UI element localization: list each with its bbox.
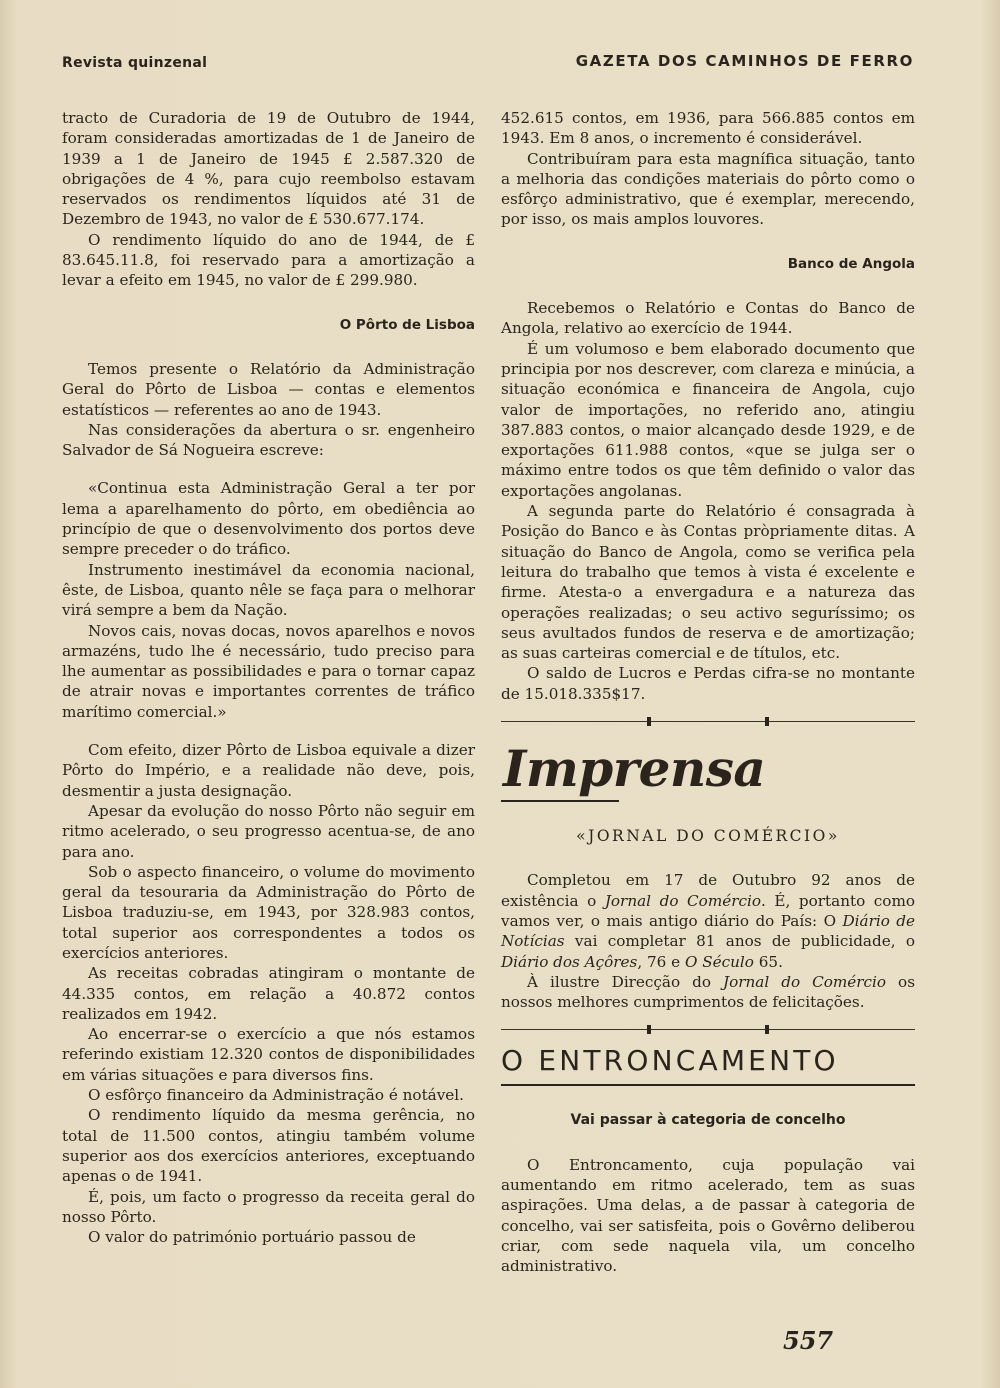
paragraph: Sob o aspecto financeiro, o volume do movimento geral da tesouraria da Administração do Pôrto de Lisboa traduziu-se, em 1943, por 328.983 contos, total superior aos correspondentes a todos os exercícios anteriores.	[62, 862, 475, 962]
page-number: 557	[783, 1326, 834, 1355]
publication-name: Diário dos Açôres	[501, 952, 638, 971]
paragraph: O rendimento líquido da mesma gerência, no total de 11.500 contos, atingiu também volume superior aos dos exercícios anteriores, exceptuando apenas o de 1941.	[62, 1106, 475, 1186]
paragraph: O rendimento líquido do ano de 1944, de £ 83.645.11.8, foi reservado para a amortização a levar a efeito em 1945, no valor de £ 299.980.	[62, 230, 475, 290]
paragraph: As receitas cobradas atingiram o montante de 44.335 contos, em relação a 40.872 contos realizados em 1942.	[62, 964, 475, 1023]
paragraph: Com efeito, dizer Pôrto de Lisboa equivale a dizer Pôrto do Império, e a realidade não deve, pois, desmentir a justa designação.	[62, 741, 475, 800]
paragraph: Contribuíram para esta magnífica situação, tanto a melhoria das condições materiais do pôrto como o esfôrço administrativo, que é exemplar, merecendo, por isso, os mais amplos louvores.	[501, 149, 915, 229]
paragraph: Nas considerações da abertura o sr. engenheiro Salvador de Sá Nogueira escreve:	[62, 420, 475, 460]
right-column	[501, 108, 915, 1276]
paragraph: O valor do património portuário passou de	[88, 1228, 416, 1247]
quote-paragraph: Instrumento inestimável da economia nacional, êste, de Lisboa, quanto nêle se faça para o melhorar virá sempre a bem da Nação.	[62, 560, 475, 620]
quote-paragraph: Novos cais, novas docas, novos aparelhos e novos armazéns, tudo lhe é necessário, tudo preciso para lhe aumentar as possibilidades e para o tornar capaz de atrair novas e importantes correntes de tráfico marítimo comercial.»	[62, 621, 475, 721]
entroncamento-heading: O ENTRONCAMENTO	[501, 1040, 915, 1086]
paragraph: O Entroncamento, cuja população vai aumentando em ritmo acelerado, tem as suas aspirações. Uma delas, a de passar à categoria de concelho, vai ser satisfeita, pois o Govêrno deliberou criar, com sede naquela vila, um concelho administrativo.	[501, 1155, 915, 1276]
paragraph: O saldo de Lucros e Perdas cifra-se no montante de 15.018.335$17.	[501, 664, 915, 703]
publication-name: Jornal do Comércio	[723, 972, 887, 991]
section-title-banco-angola: Banco de Angola	[787, 255, 915, 272]
paragraph: Apesar da evolução do nosso Pôrto não seguir em ritmo acelerado, o seu progresso acentua-se, de ano para ano.	[62, 801, 475, 861]
paragraph: A segunda parte do Relatório é consagrada à Posição do Banco e às Contas pròpriamente ditas. A situação do Banco de Angola, como se verifica pela leitura do trabalho que temos à vista é excelente e firme. Atesta-o a envergadura e a natureza das operações realizadas; o seu activo seguríssimo; os seus avultados fundos de reserva e de amortização; as suas carteiras comercial e de títulos, etc.	[501, 502, 915, 663]
paragraph: Recebemos o Relatório e Contas do Banco de Angola, relativo ao exercício de 1944.	[501, 299, 915, 338]
imprensa-heading: Imprensa	[503, 739, 766, 799]
paragraph: É, pois, um facto o progresso da receita geral do nosso Pôrto.	[62, 1187, 475, 1226]
publication-name: Jornal do Comércio	[604, 891, 761, 910]
paragraph: Temos presente o Relatório da Administração Geral do Pôrto de Lisboa — contas e elementos estatísticos — referentes ao ano de 1943.	[62, 359, 475, 419]
quote-paragraph: «Continua esta Administração Geral a ter por lema a aparelhamento do pôrto, em obediência ao princípio de que o desenvolvimento dos portos deve sempre preceder o do tráfico.	[62, 479, 475, 559]
left-column	[62, 108, 475, 1247]
paragraph: À ilustre Direcção do Jornal do Comércio os nossos melhores cumprimentos de felicitações.	[501, 972, 915, 1012]
publication-name: Diário de Notícias	[501, 911, 915, 951]
section-divider	[501, 1020, 915, 1040]
paragraph: É um volumoso e bem elaborado documento que principia por nos descrever, com clareza e minúcia, a situação económica e financeira de Angola, cujo valor de importações, no referido ano, atingiu 387.883 contos, o maior alcançado desde 1929, e de exportações 611.988 contos, «que se julga ser o máximo entre todos os que têm definido o valor das exportações angolanas.	[501, 339, 915, 500]
paragraph: Ao encerrar-se o exercício a que nós estamos referindo existiam 12.320 contos de disponibilidades em várias situações e para diversos fins.	[62, 1025, 475, 1084]
paragraph: Completou em 17 de Outubro 92 anos de existência o Jornal do Comércio. É, portanto como vamos ver, o mais antigo diário do País: O Diário de Notícias vai completar 81 anos de publicidade, o Diário dos Açôres, 76 e O Século 65.	[501, 871, 915, 971]
paragraph: 452.615 contos, em 1936, para 566.885 contos em 1943. Em 8 anos, o incremento é considerável.	[501, 109, 915, 148]
entroncamento-subtitle: Vai passar à categoria de concelho	[570, 1112, 846, 1129]
section-title-porto-lisboa: O Pôrto de Lisboa	[339, 316, 475, 333]
running-header-right: GAZETA DOS CAMINHOS DE FERRO	[575, 52, 914, 70]
paragraph: O esfôrço financeiro da Administração é notável.	[88, 1086, 464, 1105]
running-header-left: Revista quinzenal	[62, 55, 208, 71]
publication-name: O Século	[684, 952, 754, 971]
jornal-title: «JORNAL DO COMÉRCIO»	[576, 827, 840, 846]
paragraph: tracto de Curadoria de 19 de Outubro de 1944, foram consideradas amortizadas de 1 de Janeiro de 1939 a 1 de Janeiro de 1945 £ 2.587.320 de obrigações de 4 %, para cujo reembolso estavam reservados os rendimentos líquidos até 31 de Dezembro de 1943, no valor de £ 530.677.174.	[62, 109, 475, 229]
section-divider	[501, 712, 915, 732]
